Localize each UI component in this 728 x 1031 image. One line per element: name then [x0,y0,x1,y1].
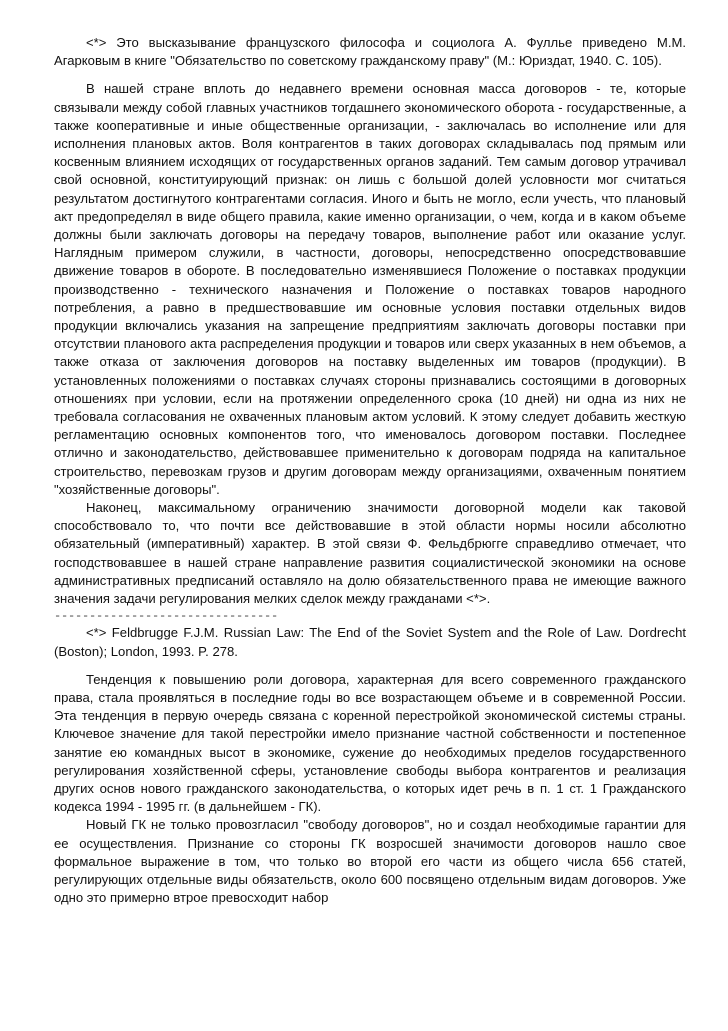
document-page [54,34,686,907]
paragraph-new-civil-code: Новый ГК не только провозгласил "свободу договоров", но и создал необходимые гарантии для ее осуществления. Признание со стороны ГК возросшей значимости договоров нашло свое формальное выражение в том, что только во второй его части из общего числа 656 статей, регулирующих отдельные виды обязательств, около 600 посвящено отдельным видам договоров. Уже одно это примерно втрое превосходит набор [54,817,686,906]
paragraph-imperative-norms: Наконец, максимальному ограничению значимости договорной модели как таковой способствовало то, что почти все действовавшие в этой области нормы носили абсолютно обязательный (императивный) характер. В этой связи Ф. Фельдбрюгге справедливо отмечает, что господствовавшее в нашей стране направление развития социалистической экономики на основе административных предписаний оставляло на долю обязательственного права не имеющие важного значения задачи регулирования мелких сделок между гражданами <*>. [54,500,686,607]
footnote-feldbrugge: <*> Feldbrugge F.J.M. Russian Law: The End of the Soviet System and the Role of Law. Dordrecht (Boston); London, 1993. P. 278. [54,625,686,659]
footnote-separator: -------------------------------- [54,609,279,624]
paragraph-planned-contracts: В нашей стране вплоть до недавнего времени основная масса договоров - те, которые связывали между собой главных участников тогдашнего экономического оборота - государственные, а также кооперативные и иные общественные организации, - заключалась во исполнение или для исполнения плановых актов. Воля контрагентов в таких договорах складывалась под прямым или косвенным влиянием исходящих от государственных органов заданий. Тем самым договор утрачивал свой основной, конституирующий признак: он лишь с большой долей условности мог считаться результатом достигнутого контрагентами согласия. Иного и быть не могло, если учесть, что плановый акт предопределял в виде общего правила, какие именно организации, о чем, когда и в каком объеме должны были заключать договоры на передачу товаров, выполнение работ или оказание услуг. Наглядным примером служили, в частности, договоры, непосредственно опосредствовавшие движение товаров в обороте. В последовательно изменявшиеся Положение о поставках продукции производственно - технического назначения и Положение о поставках товаров народного потребления, а равно в предшествовавшие им основные условия поставки отдельных видов продукции включались указания на запрещение предприятиям заключать договоры поставки при отсутствии планового акта распределения продукции и товаров или сверх указанных в нем объемов, а также отказа от заключения договоров на поставку выделенных им товаров (продукции). В установленных положениями о поставках случаях стороны признавались состоящими в договорных отношениях при условии, если на протяжении определенного срока (10 дней) ни одна из них не требовала согласования не охваченных плановым актом условий. К этому следует добавить жесткую регламентацию основных компонентов того, что именовалось договором поставки. Последнее отлично и законодательство, действовавшее применительно к договорам подряда на капитальное строительство, перевозкам грузов и другим договорам между организациями, охваченным понятием "хозяйственные договоры". [54,81,686,497]
footnote-agarkov: <*> Это высказывание французского философа и социолога А. Фуллье приведено М.М. Агарковым в книге "Обязательство по советскому гражданскому праву" (М.: Юриздат, 1940. С. 105). [54,35,686,69]
paragraph-gap [54,661,686,671]
paragraph-contract-role-trend: Тенденция к повышению роли договора, характерная для всего современного гражданского права, стала проявляться в последние годы во все возрастающем объеме и в современной России. Эта тенденция в первую очередь связана с коренной перестройкой экономической системы страны. Ключевое значение для такой перестройки имело признание частной собственности и постепенное занятие ею командных высот в экономике, сужение до необходимых пределов государственного регулирования хозяйственной сферы, установление свободы выбора контрагентов и реализация других основ нового гражданского законодательства, о которых идет речь в п. 1 ст. 1 Гражданского кодекса 1994 - 1995 гг. (в дальнейшем - ГК). [54,671,686,815]
paragraph-gap [54,70,686,80]
